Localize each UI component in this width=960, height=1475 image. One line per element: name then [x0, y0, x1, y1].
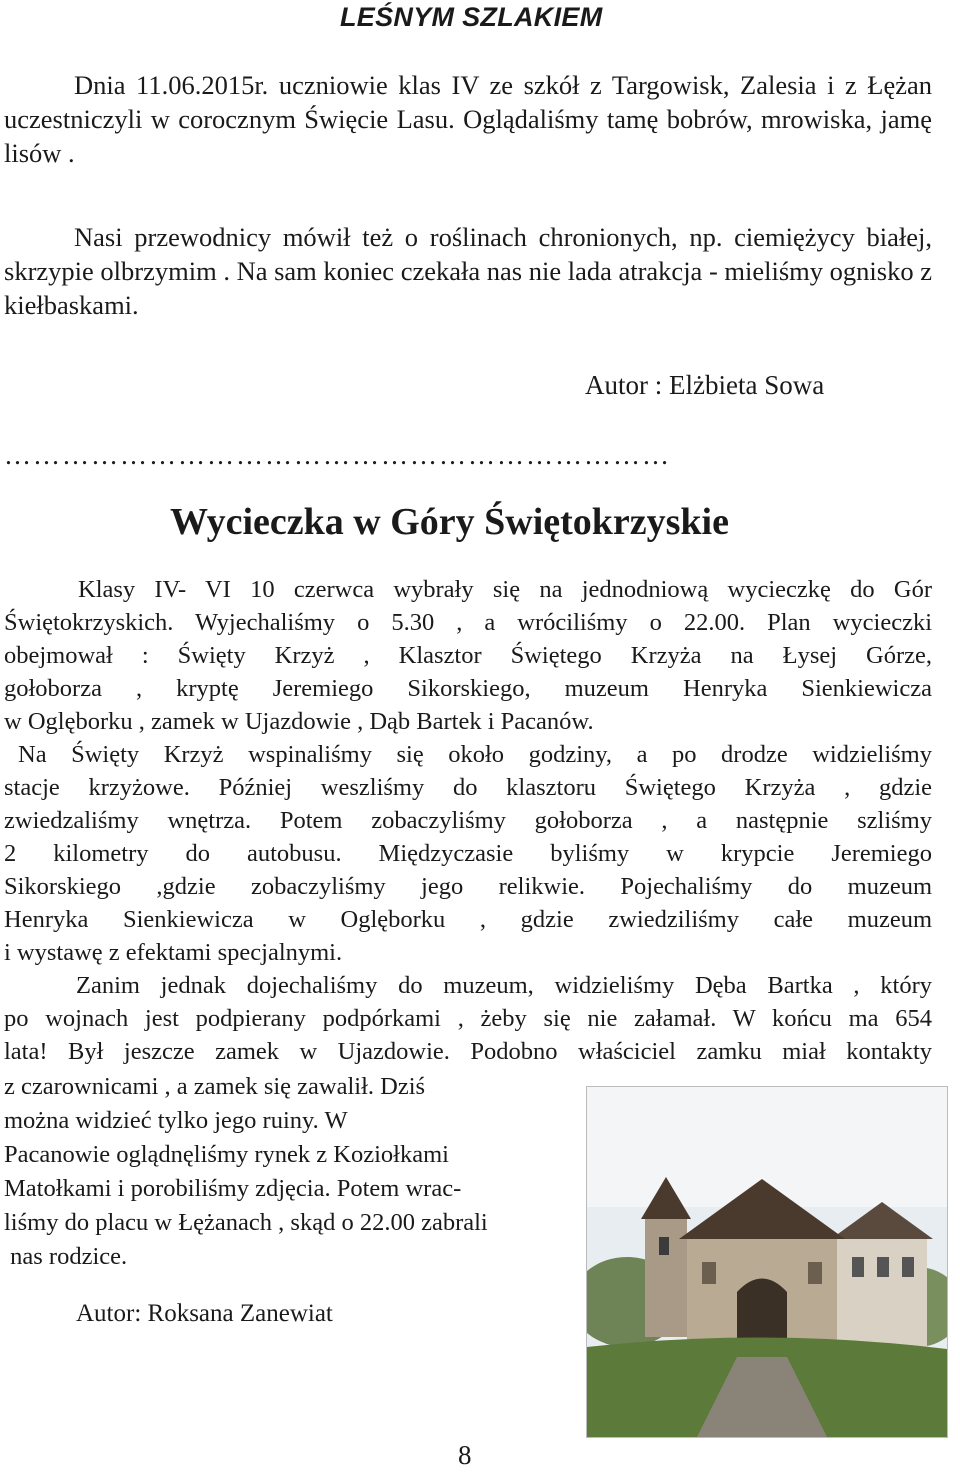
article2-author: Autor: Roksana Zanewiat	[76, 1300, 333, 1327]
article2-flow-line: Matołkami i porobiliśmy zdjęcia. Potem wrac-	[4, 1175, 462, 1202]
gate-niche	[808, 1262, 822, 1284]
article2-line: Świętokrzyskich. Wyjechaliśmy o 5.30 , a wróciliśmy o 22.00. Plan wycieczki	[4, 609, 932, 636]
article2-flow-line: liśmy do placu w Łężanach , skąd o 22.00 zabrali	[4, 1209, 488, 1236]
page-number: 8	[458, 1440, 472, 1470]
section-header: LEŚNYM SZLAKIEM	[340, 2, 603, 32]
article2-title: Wycieczka w Góry Świętokrzyskie	[170, 501, 729, 543]
article2-line: stacje krzyżowe. Później weszliśmy do klasztoru Świętego Krzyża , gdzie	[4, 774, 932, 801]
article2-line: Henryka Sienkiewicza w Oglęborku , gdzie zwiedziliśmy całe muzeum	[4, 906, 932, 933]
article2-flow-line: nas rodzice.	[4, 1243, 128, 1270]
monastery-building	[837, 1237, 927, 1347]
article2-line: Na Święty Krzyż wspinaliśmy się około godziny, a po drodze widzieliśmy	[18, 741, 932, 768]
dotted-separator: ……………………………………………………………	[4, 440, 671, 470]
building-window	[877, 1257, 889, 1277]
article2-line: gołoborza , kryptę Jeremiego Sikorskiego, muzeum Henryka Sienkiewicza	[4, 675, 932, 702]
article2-line: obejmował : Święty Krzyż , Klasztor Świętego Krzyża na Łysej Górze,	[4, 642, 932, 669]
article2-flow-line: można widzieć tylko jego ruiny. W	[4, 1107, 348, 1134]
building-window	[852, 1257, 864, 1277]
article2-flow-text	[4, 1070, 574, 1274]
monastery-photo	[586, 1086, 948, 1438]
article2-line: Klasy IV- VI 10 czerwca wybrały się na jednodniową wycieczkę do Gór	[78, 576, 932, 603]
article1-paragraph2: Nasi przewodnicy mówił też o roślinach chronionych, np. ciemiężycy białej, skrzypie olbrzymim . Na sam koniec czekała nas nie lada atrakcja - mieliśmy ognisko z kiełbaskami.	[4, 222, 932, 320]
article2-line: Zanim jednak dojechaliśmy do muzeum, widzieliśmy Dęba Bartka , który	[76, 972, 932, 999]
tower-window	[659, 1237, 669, 1255]
article1-paragraph1: Dnia 11.06.2015r. uczniowie klas IV ze szkół z Targowisk, Zalesia i z Łężan uczestniczyli w corocznym Święcie Lasu. Oglądaliśmy tamę bobrów, mrowiska, jamę lisów .	[4, 70, 932, 168]
monastery-illustration	[587, 1087, 947, 1437]
article2-line: zwiedzaliśmy wnętrza. Potem zobaczyliśmy gołoborza , a następnie szliśmy	[4, 807, 932, 834]
gate-niche	[702, 1262, 716, 1284]
article2-body	[4, 573, 932, 1068]
article2-flow-line: Pacanowie oglądnęliśmy rynek z Koziołkami	[4, 1141, 449, 1168]
article2-line: i wystawę z efektami specjalnymi.	[4, 939, 343, 966]
building-window	[902, 1257, 914, 1277]
article2-flow-line: z czarownicami , a zamek się zawalił. Dziś	[4, 1073, 426, 1100]
article2-line: lata! Był jeszcze zamek w Ujazdowie. Podobno właściciel zamku miał kontakty	[4, 1038, 932, 1065]
left-tower	[645, 1217, 687, 1337]
article2-line: Sikorskiego ,gdzie zobaczyliśmy jego relikwie. Pojechaliśmy do muzeum	[4, 873, 932, 900]
article2-line: w Oglęborku , zamek w Ujazdowie , Dąb Bartek i Pacanów.	[4, 708, 594, 735]
article2-line: 2 kilometry do autobusu. Międzyczasie byliśmy w krypcie Jeremiego	[4, 840, 932, 867]
article2-line: po wojnach jest podpierany podpórkami , żeby się nie załamał. W końcu ma 654	[4, 1005, 932, 1032]
article1-author: Autor : Elżbieta Sowa	[585, 370, 825, 400]
